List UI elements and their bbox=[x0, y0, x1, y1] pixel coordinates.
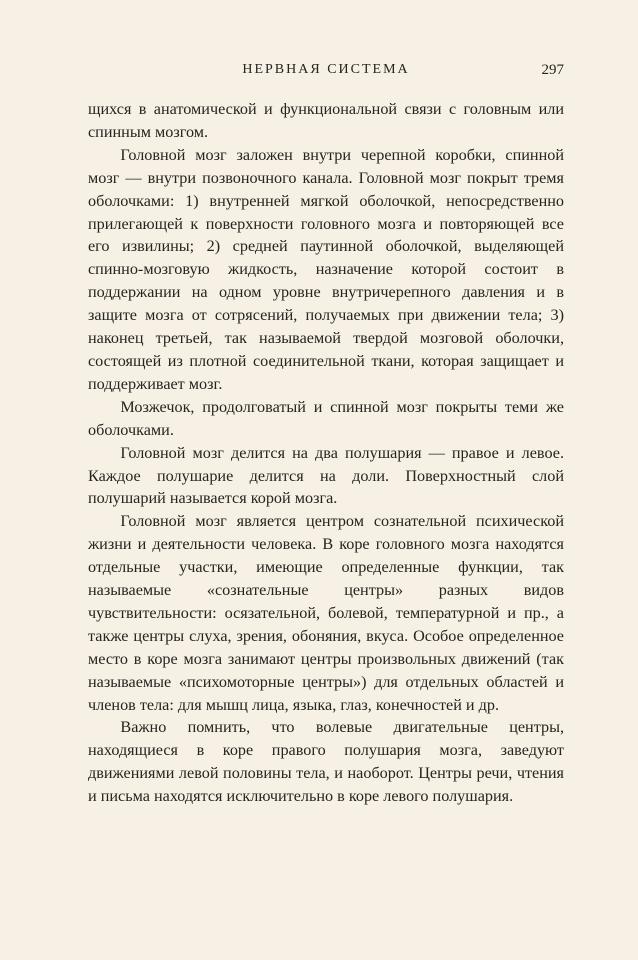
paragraph-motor-centers: Важно помнить, что волевые двигательные центры, находящиеся в коре правого полушария мозга, заведуют движениями левой половины тела, и наоборот. Центры речи, чтения и письма находятся исключительно в коре левого полушария. bbox=[88, 718, 564, 806]
body-text bbox=[88, 98, 564, 808]
paragraph-cortex-centers: Головной мозг является центром сознательной психической жизни и деятельности человека. В коре головного мозга находятся отдельные участки, имеющие определенные функции, так называемые «сознательные центры» разных видов чувствительности: осязательной, болевой, температурной и пр., а также центры слуха, зрения, обоняния, вкуса. Особое определенное место в коре мозга занимают центры произвольных движений (так называемые «психомоторные центры») для отдельных областей и членов тела: для мышц лица, языка, глаз, конечностей и др. bbox=[88, 512, 564, 714]
running-title: НЕРВНАЯ СИСТЕМА bbox=[242, 62, 410, 77]
page-number: 297 bbox=[541, 62, 564, 78]
paragraph-continuation: щихся в анатомической и функциональной связи с головным или спинным мозгом. bbox=[88, 100, 564, 141]
paragraph-cerebellum: Мозжечок, продолговатый и спинной мозг покрыты теми же оболочками. bbox=[88, 397, 564, 439]
running-header bbox=[88, 62, 564, 84]
paragraph-hemispheres: Головной мозг делится на два полушария — правое и левое. Каждое полушарие делится на доли. Поверхностный слой полушарий называется корой мозга. bbox=[88, 443, 564, 508]
paragraph-brain-membranes: Головной мозг заложен внутри черепной коробки, спинной мозг — внутри позвоночного канала. Головной мозг покрыт тремя оболочками: 1) внутренней мягкой оболочкой, непосредственно прилегающей к поверхности головного мозга и повторяющей все его извилины; 2) средней паутинной оболочкой, выделяющей спинно-мозговую жидкость, назначение которой состоит в поддержании на одном уровне внутричерепного давления и в защите мозга от сотрясений, получаемых при движении тела; 3) наконец третьей, так называемой твердой мозговой оболочки, состоящей из плотной соединительной ткани, которая защищает и поддерживает мозг. bbox=[88, 145, 564, 393]
